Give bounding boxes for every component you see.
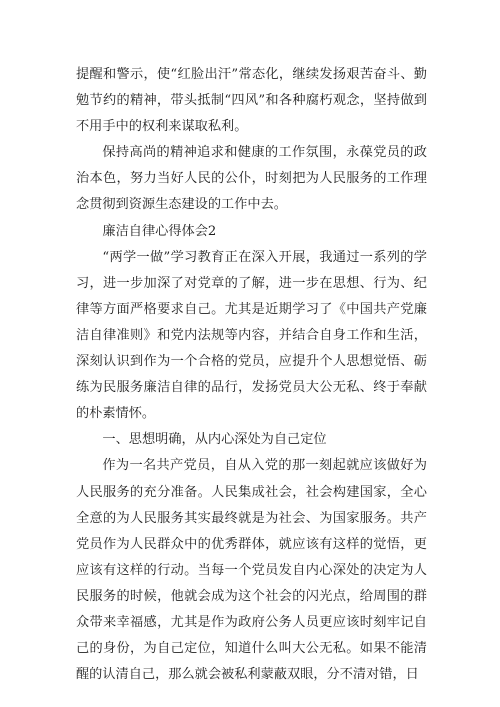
paragraph: 保持高尚的精神追求和健康的工作氛围，永葆党员的政治本色，努力当好人民的公仆，时刻把为人民服务的工作理念贯彻到资源生态建设的工作中去。 [76,145,427,213]
paragraph: “两学一做”学习教育正在深入开展，我通过一系列的学习，进一步加深了对党章的了解，进一步在思想、行为、纪律等方面严格要求自己。尤其是近期学习了《中国共产党廉洁自律准则》和党内法规等内容，并结合自身工作和生活，深刻认识到作为一个合格的党员，应提升个人思想觉悟、砺练为民服务廉洁自律的品行，发扬党员大公无私、终于奉献的朴素情怀。 [76,249,427,422]
paragraph: 提醒和警示，使“红脸出汗”常态化，继续发扬艰苦奋斗、勤勉节约的精神，带头抵制“四风”和各种腐朽观念，坚持做到不用手中的权利来谋取私利。 [76,67,427,135]
section-title: 廉洁自律心得体会2 [102,223,217,239]
document-body [76,62,427,688]
paragraph: 作为一名共产党员，自从入党的那一刻起就应该做好为人民服务的充分准备。人民集成社会，社会构建国家，全心全意的为人民服务其实最终就是为社会、为国家服务。共产党员作为人民群众中的优秀群体，就应该有这样的觉悟，更应该有这样的行动。当每一个党员发自内心深处的决定为人民服务的时候，他就会成为这个社会的闪光点，给周围的群众带来幸福感，尤其是作为政府公务人员更应该时刻牢记自己的身份，为自己定位，知道什么叫大公无私。如果不能清醒的认清自己，那么就会被私利蒙蔽双眼，分不清对错，日 [76,458,427,683]
subsection-heading: 一、思想明确，从内心深处为自己定位 [102,432,327,448]
